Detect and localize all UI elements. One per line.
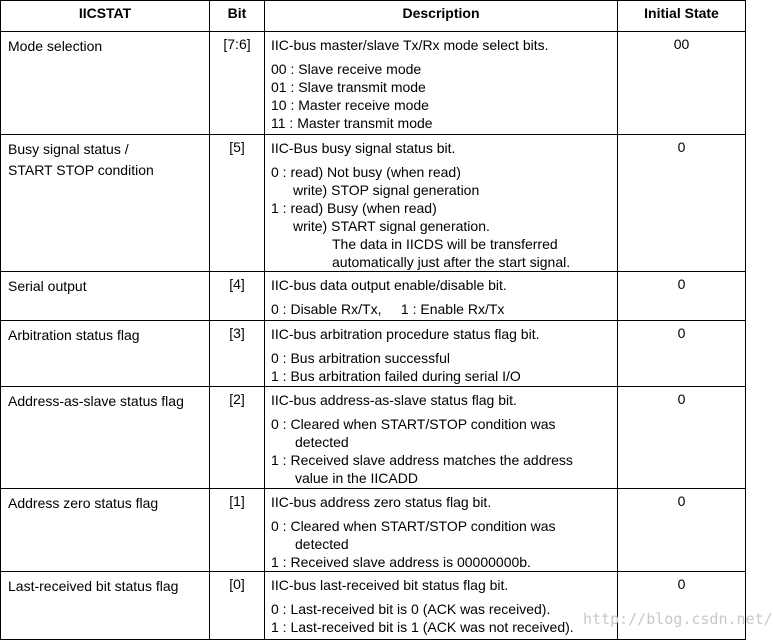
value-line: 1 : Received slave address matches the address	[271, 452, 573, 468]
description-summary: IIC-bus address-as-slave status flag bit.	[271, 392, 517, 408]
value-line: 1 : Bus arbitration failed during serial I/O	[271, 368, 521, 384]
initial-state: 0	[618, 321, 746, 387]
blog-watermark: http://blog.csdn.net/	[583, 610, 773, 628]
description-summary: IIC-bus data output enable/disable bit.	[271, 277, 507, 293]
value-line: write) STOP signal generation	[293, 182, 480, 198]
table-row	[1, 489, 746, 572]
value-line: 0 : Disable Rx/Tx, 1 : Enable Rx/Tx	[271, 301, 505, 317]
field-name: Arbitration status flag	[8, 327, 140, 343]
field-name: Mode selection	[8, 38, 103, 54]
table-row	[1, 321, 746, 387]
description-values	[271, 349, 617, 385]
field-name: Address-as-slave status flag	[8, 393, 184, 409]
description-summary: IIC-bus arbitration procedure status flag bit.	[271, 326, 540, 342]
field-name: Busy signal status /	[8, 141, 129, 157]
bit-range: [4]	[210, 272, 265, 321]
value-line: 0 : Last-received bit is 0 (ACK was received).	[271, 601, 551, 617]
value-line: 0 : read) Not busy (when read)	[271, 164, 461, 180]
value-line: 00 : Slave receive mode	[271, 61, 422, 77]
bit-range: [0]	[210, 572, 265, 640]
value-line: 0 : Cleared when START/STOP condition was	[271, 518, 556, 534]
description-cell	[265, 135, 618, 272]
table-row	[1, 135, 746, 272]
description-cell	[265, 489, 618, 572]
value-line: 1 : Received slave address is 00000000b.	[271, 554, 531, 570]
table-row	[1, 272, 746, 321]
field-name-cell	[1, 135, 210, 272]
field-name-cell	[1, 272, 210, 321]
value-line: 10 : Master receive mode	[271, 97, 429, 113]
field-name: START STOP condition	[8, 162, 154, 178]
value-line: automatically just after the start signal.	[332, 254, 571, 270]
description-cell	[265, 272, 618, 321]
field-name-cell	[1, 572, 210, 640]
field-name: Last-received bit status flag	[8, 578, 179, 594]
header-row	[1, 1, 746, 32]
description-summary: IIC-bus address zero status flag bit.	[271, 494, 492, 510]
bit-range: [1]	[210, 489, 265, 572]
value-line: value in the IICADD	[295, 470, 418, 486]
bit-range: [7:6]	[210, 32, 265, 135]
initial-state: 0	[618, 135, 746, 272]
field-name: Serial output	[8, 278, 87, 294]
value-line: 0 : Cleared when START/STOP condition was	[271, 416, 556, 432]
value-line: detected	[295, 536, 349, 552]
bit-range: [5]	[210, 135, 265, 272]
description-summary: IIC-bus master/slave Tx/Rx mode select bits.	[271, 37, 549, 53]
table-row	[1, 572, 746, 640]
value-line: 1 : Last-received bit is 1 (ACK was not received).	[271, 619, 574, 635]
initial-state: 0	[618, 387, 746, 489]
bit-range: [2]	[210, 387, 265, 489]
description-summary: IIC-Bus busy signal status bit.	[271, 140, 456, 156]
description-values	[271, 415, 617, 487]
field-name-cell	[1, 32, 210, 135]
initial-state: 0	[618, 489, 746, 572]
bit-range: [3]	[210, 321, 265, 387]
description-cell	[265, 321, 618, 387]
field-name-cell	[1, 489, 210, 572]
value-line: detected	[295, 434, 349, 450]
initial-state: 0	[618, 572, 746, 640]
description-values	[271, 517, 617, 571]
value-line: The data in IICDS will be transferred	[332, 236, 558, 252]
value-line: 01 : Slave transmit mode	[271, 79, 426, 95]
description-cell	[265, 387, 618, 489]
value-line: 1 : read) Busy (when read)	[271, 200, 437, 216]
description-values	[271, 60, 617, 132]
table-row	[1, 387, 746, 489]
initial-state: 0	[618, 272, 746, 321]
value-line: 11 : Master transmit mode	[271, 115, 433, 131]
header-iicstat: IICSTAT	[1, 1, 210, 32]
header-bit: Bit	[210, 1, 265, 32]
table-row	[1, 32, 746, 135]
description-cell	[265, 32, 618, 135]
value-line: 0 : Bus arbitration successful	[271, 350, 450, 366]
field-name: Address zero status flag	[8, 495, 159, 511]
header-description: Description	[265, 1, 618, 32]
description-values	[271, 163, 617, 271]
header-initial-state: Initial State	[618, 1, 746, 32]
description-values	[271, 300, 617, 318]
field-name-cell	[1, 387, 210, 489]
description-cell	[265, 572, 618, 640]
field-name-cell	[1, 321, 210, 387]
value-line: write) START signal generation.	[293, 218, 490, 234]
initial-state: 00	[618, 32, 746, 135]
description-values	[271, 600, 617, 636]
description-summary: IIC-bus last-received bit status flag bit.	[271, 577, 509, 593]
